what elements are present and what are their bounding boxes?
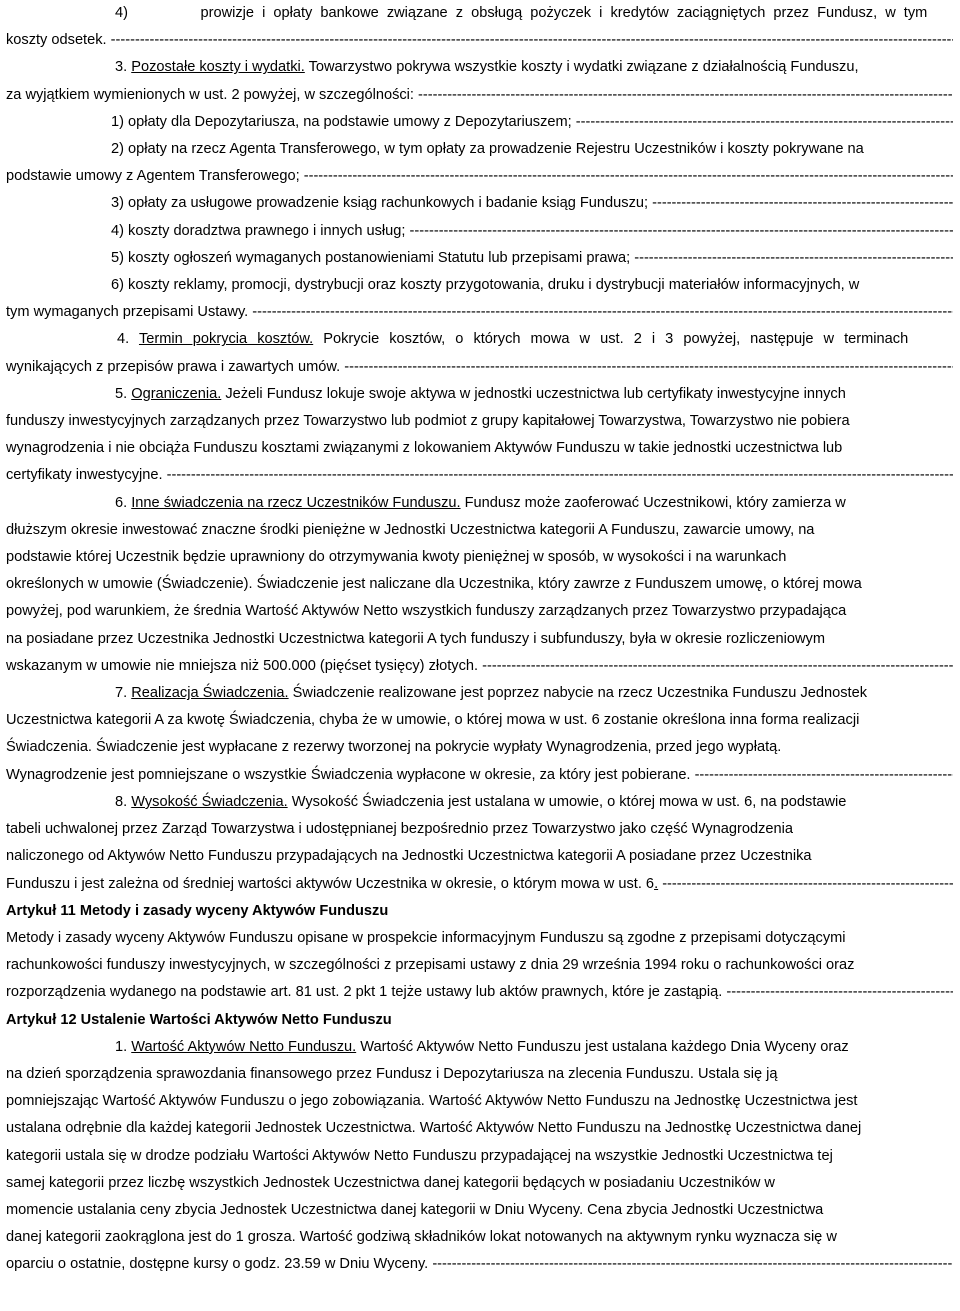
article-12-line-6: samej kategorii przez liczbę wszystkich Jednostek Uczestnictwa danej kategorii będących w posiadaniu Uczestników w — [6, 1174, 775, 1191]
paragraph-8-title: Wysokość Świadczenia. — [131, 793, 288, 810]
paragraph-4-text: Pokrycie kosztów, o których mowa w ust. 2 i 3 powyżej, następuje w terminach — [323, 331, 909, 348]
article-11-line-1: Metody i zasady wyceny Aktywów Funduszu opisane w prospekcie informacyjnym Funduszu są zgodne z przepisami dotyczącymi — [6, 929, 846, 946]
list-item-2-text-2: podstawie umowy z Agentem Transferowego; — [6, 168, 300, 185]
article-12-line-2: na dzień sporządzenia sprawozdania finansowego przez Fundusz i Depozytariusza na zlecenia Funduszu. Ustala się ją — [6, 1065, 778, 1082]
paragraph-7-text-4: Wynagrodzenie jest pomniejszane o wszystkie Świadczenia wypłacone w okresie, za który jest pobierane. — [6, 766, 691, 783]
paragraph-6-title: Inne świadczenia na rzecz Uczestników Funduszu. — [131, 494, 461, 511]
list-item-1 — [6, 109, 953, 136]
paragraph-6-line-6: na posiadane przez Uczestnika Jednostki Uczestnictwa kategorii A tych funduszy i subfunduszy, była w okresie rozliczeniowym — [6, 630, 825, 647]
paragraph-3 — [6, 54, 953, 81]
article-12-paragraph-1 — [6, 1034, 953, 1061]
paragraph-7-number: 7. — [115, 685, 128, 702]
paragraph-6-line-3: podstawie której Uczestnik będzie uprawniony do otrzymywania kwoty pieniężnej w sposób, w wysokości i na warunkach — [6, 549, 787, 566]
paragraph-6-text-7: wskazanym w umowie nie mniejsza niż 500.000 (pięćset tysięcy) złotych. — [6, 657, 479, 674]
list-item-6-text: 6) koszty reklamy, promocji, dystrybucji oraz koszty przygotowania, druku i dystrybucji materiałów informacyjnych, w — [111, 277, 860, 294]
list-item-6 — [6, 272, 953, 299]
list-item-2-line-2 — [6, 163, 953, 190]
paragraph-7-line-4 — [6, 762, 953, 789]
list-item-6-line-2 — [6, 299, 953, 326]
paragraph-4-number: 4. — [117, 331, 130, 348]
paragraph-6-text: Fundusz może zaoferować Uczestnikowi, który zamierza w — [464, 494, 846, 511]
article-12-line-5: kategorii ustala się w drodze podziału Wartości Aktywów Netto Funduszu przypadającej na wszystkie Jednostki Uczestnictwa tej — [6, 1147, 833, 1164]
list-item-5 — [6, 245, 953, 272]
article-12-paragraph-1-text: Wartość Aktywów Netto Funduszu jest ustalana każdego Dnia Wyceny oraz — [360, 1038, 849, 1055]
paragraph-5-number: 5. — [115, 385, 128, 402]
paragraph-4-text-2: wynikających z przepisów prawa i zawartych umów. — [6, 358, 341, 375]
paragraph-6-line-2: dłuższym okresie inwestować znaczne środki pieniężne w Jednostki Uczestnictwa kategorii A Funduszu, zawarcie umowy, na — [6, 521, 815, 538]
paragraph-8 — [6, 789, 953, 816]
paragraph-8-text-4-tail: . — [654, 875, 659, 892]
paragraph-5-text: Jeżeli Fundusz lokuje swoje aktywa w jednostki uczestnictwa lub certyfikaty inwestycyjne innych — [225, 385, 846, 402]
paragraph-8-line-2: tabeli uchwalonej przez Zarząd Towarzystwa i udostępnianej bezpośrednio przez Towarzystwo jako część Wynagrodzenia — [6, 821, 793, 838]
paragraph-3-line-2 — [6, 82, 953, 109]
paragraph-7-text: Świadczenie realizowane jest poprzez nabycie na rzecz Uczestnika Funduszu Jednostek — [292, 685, 867, 702]
list-item-5-text: 5) koszty ogłoszeń wymaganych postanowieniami Statutu lub przepisami prawa; — [111, 249, 631, 266]
paragraph-4-title: Termin pokrycia kosztów. — [138, 331, 314, 348]
article-12-line-7: momencie ustalania ceny zbycia Jednostek Uczestnictwa danej kategorii w Dniu Wyceny. Cena zbycia Jednostki Uczestnictwa — [6, 1201, 824, 1218]
paragraph-4 — [6, 326, 953, 353]
paragraph-7-title: Realizacja Świadczenia. — [131, 685, 289, 702]
article-12-line-4: ustalana odrębnie dla każdej kategorii Jednostek Uczestnictwa. Wartość Aktywów Netto Funduszu na Jednostkę Uczestnictwa danej — [6, 1120, 862, 1137]
article-12-line-3: pomniejszając Wartość Aktywów Funduszu o jego zobowiązania. Wartość Aktywów Netto Funduszu na Jednostkę Uczestnictwa jest — [6, 1093, 858, 1110]
paragraph-7-line-2: Uczestnictwa kategorii A za kwotę Świadczenia, chyba że w umowie, o której mowa w ust. 6 zostanie określona inna forma realizacji — [6, 712, 860, 729]
paragraph-5 — [6, 381, 953, 408]
paragraph-6-line-5: powyżej, pod warunkiem, że średnia Wartość Aktywów Netto wszystkich funduszy zarządzanych przez Towarzystwo przypadająca — [6, 603, 847, 620]
article-12-paragraph-1-number: 1. — [115, 1038, 128, 1055]
list-item-4 — [6, 218, 953, 245]
paragraph-8-number: 8. — [115, 793, 128, 810]
cost-item-4-tail-text: koszty odsetek. — [6, 32, 107, 49]
list-item-4-text: 4) koszty doradztwa prawnego i innych usług; — [111, 222, 406, 239]
list-item-3 — [6, 190, 953, 217]
paragraph-4-line-2 — [6, 354, 953, 381]
paragraph-3-text-2: za wyjątkiem wymienionych w ust. 2 powyżej, w szczególności: — [6, 86, 414, 103]
paragraph-6-line-4: określonych w umowie (Świadczenie). Świadczenie jest naliczane dla Uczestnika, który zawrze z Funduszem umowę, o której mowa — [6, 576, 862, 593]
cost-item-4-text: prowizje i opłaty bankowe związane z obsługą pożyczek i kredytów zaciągniętych przez Fundusz, w tym — [200, 5, 928, 21]
paragraph-8-line-3: naliczonego od Aktywów Netto Funduszu przypadających na Jednostki Uczestnictwa kategorii A posiadane przez Uczestnika — [6, 848, 812, 865]
paragraph-5-line-3: wynagrodzenia i nie obciąża Funduszu kosztami związanymi z lokowaniem Aktywów Funduszu w takie jednostki uczestnictwa lub — [6, 440, 843, 457]
paragraph-7-line-3: Świadczenia. Świadczenie jest wypłacane z rezerwy tworzonej na pokrycie wypłaty Wynagrodzenia, przed jego wypłatą. — [6, 739, 782, 756]
paragraph-7 — [6, 680, 953, 707]
paragraph-8-text-4: Funduszu i jest zależna od średniej wartości aktywów Uczestnika w okresie, o którym mowa w ust. 6 — [6, 875, 655, 892]
article-12-text-9: oparciu o ostatnie, dostępne kursy o godz. 23.59 w Dniu Wyceny. — [6, 1256, 429, 1273]
list-item-3-text: 3) opłaty za usługowe prowadzenie ksiąg rachunkowych i badanie ksiąg Funduszu; — [111, 195, 649, 212]
paragraph-5-title: Ograniczenia. — [131, 385, 222, 402]
article-12-heading: Artykuł 12 Ustalenie Wartości Aktywów Netto Funduszu — [6, 1011, 392, 1028]
cost-item-4-tail — [6, 27, 953, 54]
paragraph-5-text-4: certyfikaty inwestycyjne. — [6, 467, 163, 484]
article-11-line-2: rachunkowości funduszy inwestycyjnych, w szczególności z przepisami ustawy z dnia 29 września 1994 roku o rachunkowości oraz — [6, 957, 855, 974]
list-item-1-text: 1) opłaty dla Depozytariusza, na podstawie umowy z Depozytariuszem; — [111, 113, 572, 130]
list-item-2 — [6, 136, 953, 163]
paragraph-3-title: Pozostałe koszty i wydatki. — [131, 59, 305, 76]
paragraph-6 — [6, 490, 953, 517]
article-11-line-3 — [6, 979, 953, 1006]
paragraph-8-text: Wysokość Świadczenia jest ustalana w umowie, o której mowa w ust. 6, na podstawie — [291, 793, 847, 810]
article-11-heading: Artykuł 11 Metody i zasady wyceny Aktywów Funduszu — [6, 902, 389, 919]
paragraph-6-number: 6. — [115, 494, 128, 511]
cost-item-4-number: 4) — [115, 5, 128, 21]
article-11-text-3: rozporządzenia wydanego na podstawie art. 81 ust. 2 pkt 1 tejże ustawy lub aktów prawnych, które je zastąpią. — [6, 984, 723, 1001]
paragraph-3-number: 3. — [115, 59, 128, 76]
article-12-line-9 — [6, 1251, 953, 1278]
article-12-line-8: danej kategorii zaokrąglona jest do 1 grosza. Wartość godziwą składników lokat notowanych na aktywnym rynku wyznacza się w — [6, 1229, 837, 1246]
paragraph-3-text: Towarzystwo pokrywa wszystkie koszty i wydatki związane z działalnością Funduszu, — [308, 59, 859, 76]
cost-item-4 — [6, 0, 953, 27]
paragraph-6-line-7 — [6, 653, 953, 680]
article-12-paragraph-1-title: Wartość Aktywów Netto Funduszu. — [131, 1038, 357, 1055]
paragraph-5-line-4 — [6, 462, 953, 489]
paragraph-5-line-2: funduszy inwestycyjnych zarządzanych przez Towarzystwo lub podmiot z grupy kapitałowej Towarzystwa, Towarzystwo nie pobiera — [6, 413, 850, 430]
list-item-6-text-2: tym wymaganych przepisami Ustawy. — [6, 304, 249, 321]
paragraph-8-line-4 — [6, 871, 953, 898]
list-item-2-text: 2) opłaty na rzecz Agenta Transferowego, w tym opłaty za prowadzenie Rejestru Uczestników i koszty pokrywane na — [111, 141, 864, 158]
